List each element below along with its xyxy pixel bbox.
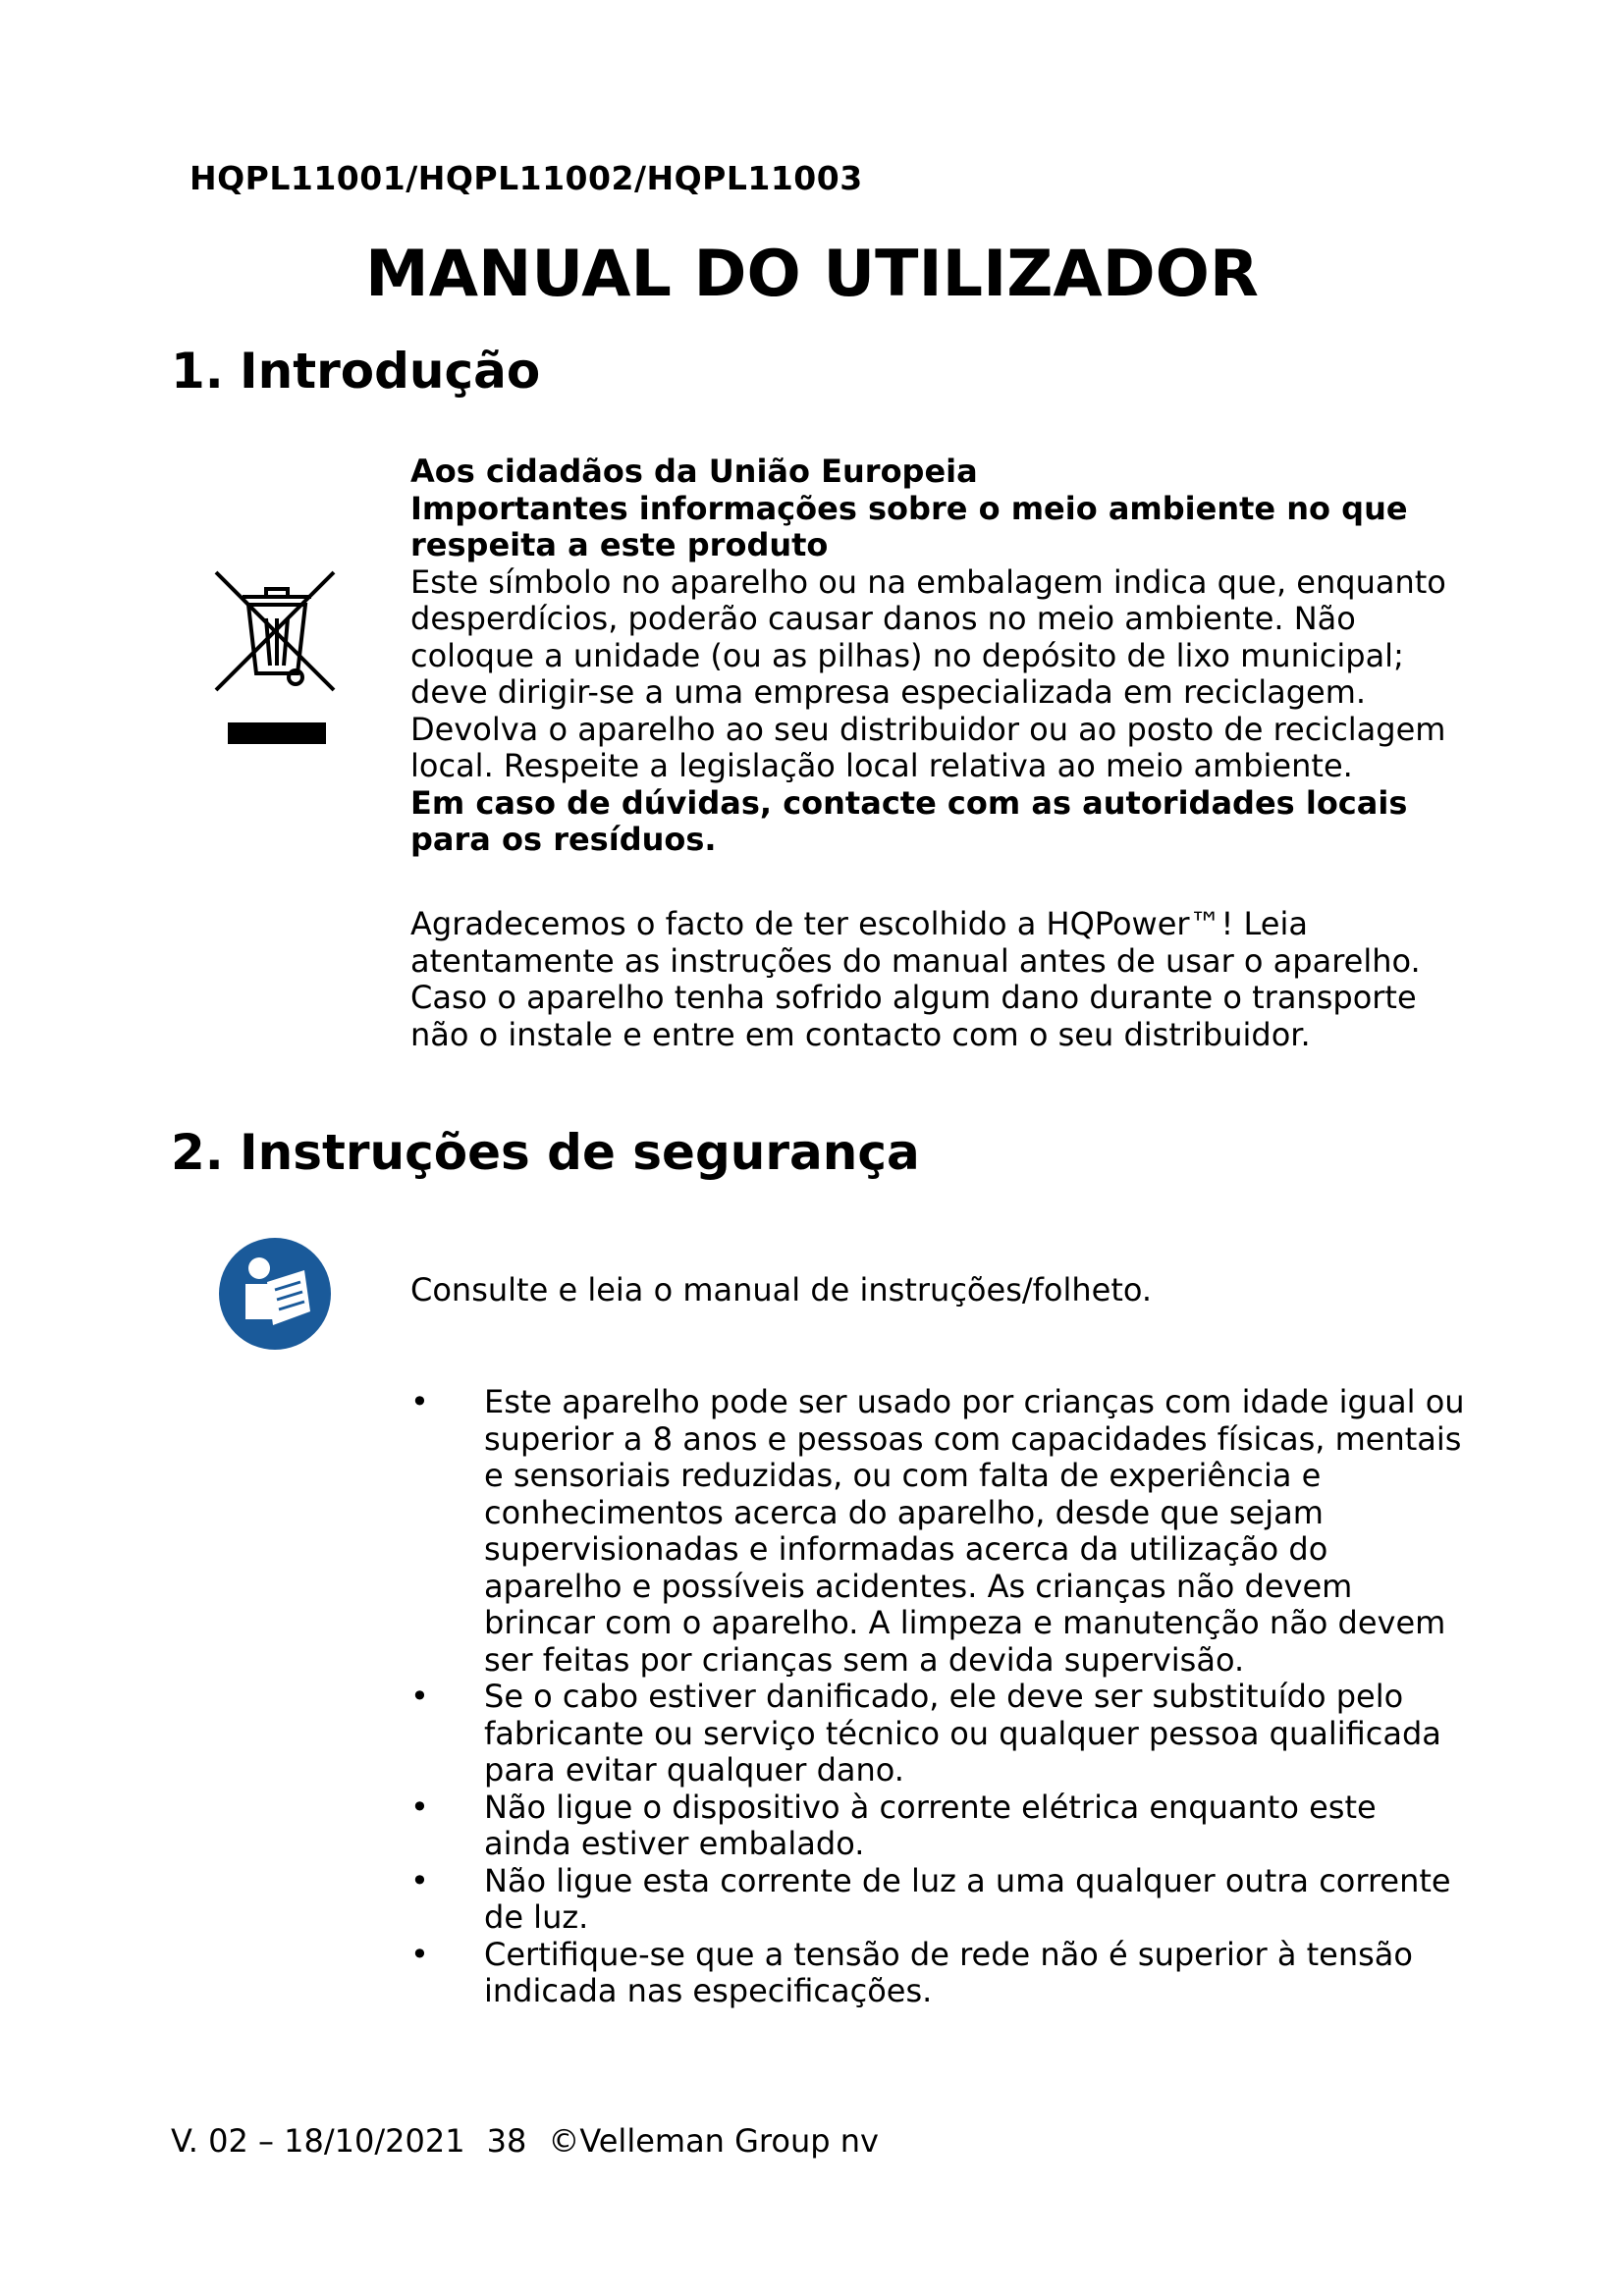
page-title: MANUAL DO UTILIZADOR xyxy=(365,238,1259,311)
environment-text: Este símbolo no aparelho ou na embalagem indica que, enquanto desperdícios, poderão causar danos no meio ambiente. Não coloque a unidade (ou as pilhas) no depósito de lixo municipal; deve dirigir-se a uma empresa especializada em reciclagem. Devolva o aparelho ao seu distribuidor ou ao posto de reciclagem local. Respeite a legislação local relativa ao meio ambiente. xyxy=(410,562,1446,784)
safety-item-text: Não ligue esta corrente de luz a uma qualquer outra corrente de luz. xyxy=(484,1861,1451,1936)
bullet-marker: • xyxy=(410,1383,429,1420)
thanks-paragraph: Agradecemos o facto de ter escolhido a HQPower™! Leia atentamente as instruções do manual antes de usar o aparelho. Caso o aparelho tenha sofrido algum dano durante o transporte não o instale e entre em contacto com o seu distribuidor. xyxy=(410,905,1421,1053)
bullet-marker: • xyxy=(410,1678,429,1715)
read-manual-icon xyxy=(216,1235,334,1353)
eu-citizens-heading: Aos cidadãos da União Europeia xyxy=(410,453,978,490)
bullet-marker: • xyxy=(410,1788,429,1826)
safety-instructions-list xyxy=(410,1384,1471,2010)
footer-version: V. 02 – 18/10/2021 xyxy=(171,2122,465,2160)
page-footer xyxy=(171,2122,900,2160)
safety-item-text: Se o cabo estiver danificado, ele deve ser substituído pelo fabricante ou serviço técnico ou qualquer pessoa qualificada para evitar qualquer dano. xyxy=(484,1678,1441,1789)
footer-page-number: 38 xyxy=(486,2122,527,2160)
bullet-marker: • xyxy=(410,1861,429,1899)
list-item xyxy=(410,1789,1471,1863)
model-numbers: HQPL11001/HQPL11002/HQPL11003 xyxy=(189,159,863,197)
section-number: 1. xyxy=(171,343,224,400)
footer-copyright: ©Velleman Group nv xyxy=(548,2122,879,2160)
safety-item-text: Certifique-se que a tensão de rede não é superior à tensão indicada nas especificações. xyxy=(484,1935,1413,2009)
list-item xyxy=(410,1863,1471,1937)
environment-doubts: Em caso de dúvidas, contacte com as autoridades locais para os resíduos. xyxy=(410,783,1408,858)
safety-item-text: Não ligue o dispositivo à corrente elétrica enquanto este ainda estiver embalado. xyxy=(484,1788,1377,1862)
list-item xyxy=(410,1679,1471,1789)
section-heading-introducao xyxy=(171,342,540,400)
bullet-marker: • xyxy=(410,1935,429,1973)
section-heading-seguranca xyxy=(171,1123,920,1182)
list-item xyxy=(410,1937,1471,2010)
intro-text xyxy=(410,454,1471,859)
consult-manual-text: Consulte e leia o manual de instruções/folheto. xyxy=(410,1271,1153,1308)
crossed-out-wheelie-bin-icon xyxy=(211,567,339,754)
section-number: 2. xyxy=(171,1124,224,1181)
safety-item-text: Este aparelho pode ser usado por crianças com idade igual ou superior a 8 anos e pessoas com capacidades físicas, mentais e sensoriais reduzidas, ou com falta de experiência e conhecimentos acerca do aparelho, desde que sejam supervisionadas e informadas acerca da utilização do aparelho e possíveis acidentes. As crianças não devem brincar com o aparelho. A limpeza e manutenção não devem ser feitas por crianças sem a devida supervisão. xyxy=(484,1383,1465,1679)
section-title: Instruções de segurança xyxy=(240,1124,920,1181)
section-title: Introdução xyxy=(240,343,541,400)
environment-heading: Importantes informações sobre o meio ambiente no que respeita a este produto xyxy=(410,489,1408,563)
list-item xyxy=(410,1384,1471,1679)
